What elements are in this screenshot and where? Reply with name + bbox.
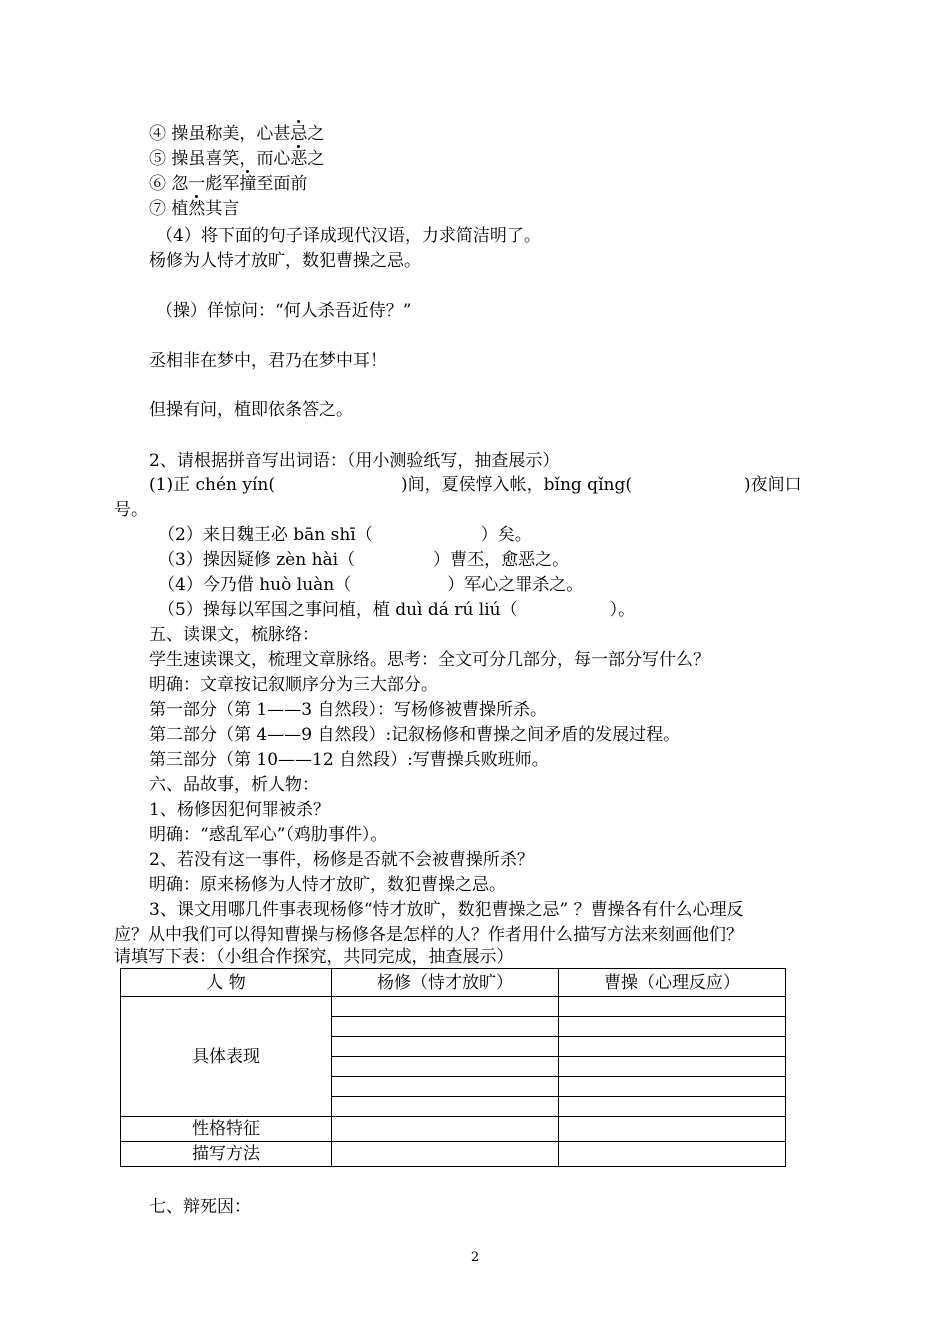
table-cell — [559, 1142, 786, 1167]
table-header: 杨修（恃才放旷） — [332, 969, 559, 997]
translate-sentence: （操）佯惊问：“何人杀吾近侍？” — [156, 301, 412, 321]
pinyin-item-4 — [158, 574, 583, 596]
table-cell — [559, 1057, 786, 1077]
table-cell — [559, 1117, 786, 1142]
table-row — [121, 997, 786, 1017]
section6-heading: 六、品故事，析人物： — [149, 775, 319, 795]
section6-line: 1、杨修因犯何罪被杀？ — [149, 800, 330, 820]
pinyin-text: ）矣。 — [480, 525, 532, 545]
translate-sentence: 杨修为人恃才放旷，数犯曹操之忌。 — [149, 251, 421, 271]
row-label: 具体表现 — [121, 997, 332, 1117]
table-header-row — [121, 969, 786, 997]
table-cell — [559, 1017, 786, 1037]
pinyin-text: （2）来日魏王必 bān shī（ — [158, 525, 373, 545]
table-cell — [332, 1142, 559, 1167]
section7-heading: 七、辩死因： — [149, 1197, 251, 1217]
section5-line: 学生速读课文，梳理文章脉络。思考：全文可分几部分，每一部分写什么？ — [149, 650, 710, 670]
analysis-table — [120, 968, 786, 1167]
table-cell — [332, 1117, 559, 1142]
table-cell — [332, 1077, 559, 1097]
section5-line: 第三部分（第 10——12 自然段）:写曹操兵败班师。 — [149, 750, 549, 770]
table-header: 人 物 — [121, 969, 332, 997]
vocab-text: 之 — [307, 149, 325, 169]
pinyin-item-2 — [158, 524, 532, 546]
pinyin-text: （5）操每以军国之事问植，植 duì dá rú liú（ — [158, 600, 518, 620]
section6-q3-line: 3、课文用哪几件事表现杨修“恃才放旷，数犯曹操之忌” ？曹操各有什么心理反 — [149, 900, 744, 920]
pinyin-text: ）曹丕，愈恶之。 — [433, 550, 570, 570]
pinyin-text: )夜间口 — [743, 475, 802, 495]
row-label: 性格特征 — [121, 1117, 332, 1142]
emphasized-char: 忌 — [290, 124, 308, 144]
section6-line: 明确：“惑乱军心”（鸡肋事件）。 — [149, 825, 388, 845]
table-cell — [559, 1077, 786, 1097]
table-cell — [559, 997, 786, 1017]
table-cell — [559, 1037, 786, 1057]
vocab-text: ⑤ 操虽喜笑，而心 — [149, 149, 291, 169]
section5-line: 明确：文章按记叙顺序分为三大部分。 — [149, 675, 438, 695]
translate-sentence: 但操有问，植即依条答之。 — [149, 400, 353, 420]
vocab-text: 其言 — [205, 199, 240, 219]
pinyin-text: （3）操因疑修 zèn hài（ — [158, 550, 356, 570]
section6-line: 2、若没有这一事件，杨修是否就不会被曹操所杀？ — [149, 850, 534, 870]
emphasized-char: 撞 — [239, 174, 257, 194]
pinyin-item-1-wrap: 号。 — [114, 500, 148, 520]
page-number: 2 — [470, 1250, 480, 1265]
pinyin-item-3 — [158, 549, 569, 571]
pinyin-item-1 — [149, 474, 802, 496]
table-row — [121, 1117, 786, 1142]
pinyin-instruction: 2、请根据拼音写出词语：（用小测验纸写，抽查展示） — [149, 451, 560, 471]
table-header: 曹操（心理反应） — [559, 969, 786, 997]
translate-sentence: 丞相非在梦中，君乃在梦中耳！ — [149, 351, 387, 371]
vocab-text: 至面前 — [256, 174, 308, 194]
emphasized-char: 然 — [188, 199, 206, 219]
translate-instruction: （4）将下面的句子译成现代汉语，力求简洁明了。 — [156, 226, 541, 246]
table-cell — [332, 1057, 559, 1077]
pinyin-text: (1)正 chén yín( — [149, 475, 275, 495]
section5-line: 第一部分（第 1——3 自然段）：写杨修被曹操所杀。 — [149, 700, 547, 720]
pinyin-text: （4）今乃借 huò luàn（ — [158, 575, 352, 595]
section5-heading: 五、读课文，梳脉络： — [149, 625, 319, 645]
section6-q3-line: 请填写下表：（小组合作探究，共同完成，抽查展示） — [114, 947, 514, 967]
vocab-item-6 — [149, 173, 307, 195]
section6-line: 明确：原来杨修为人恃才放旷，数犯曹操之忌。 — [149, 875, 506, 895]
table-row — [121, 1142, 786, 1167]
section5-line: 第二部分（第 4——9 自然段）:记叙杨修和曹操之间矛盾的发展过程。 — [149, 725, 681, 745]
vocab-text: ⑦ 植 — [149, 199, 189, 219]
table-cell — [332, 997, 559, 1017]
table-cell — [332, 1017, 559, 1037]
vocab-item-4 — [149, 123, 324, 145]
pinyin-item-5 — [158, 599, 635, 621]
vocab-text: 之 — [307, 124, 325, 144]
table-cell — [559, 1097, 786, 1117]
vocab-text: ④ 操虽称美，心甚 — [149, 124, 291, 144]
table-cell — [332, 1097, 559, 1117]
table-cell — [332, 1037, 559, 1057]
vocab-item-7 — [149, 198, 239, 220]
pinyin-text: ）。 — [609, 600, 636, 620]
row-label: 描写方法 — [121, 1142, 332, 1167]
pinyin-text: ）军心之罪杀之。 — [447, 575, 584, 595]
emphasized-char: 恶 — [290, 149, 308, 169]
vocab-text: ⑥ 忽一彪军 — [149, 174, 240, 194]
pinyin-text: )间，夏侯惇入帐，bǐng qǐng( — [401, 475, 632, 495]
vocab-item-5 — [149, 148, 324, 170]
section6-q3-line: 应？从中我们可以得知曹操与杨修各是怎样的人？作者用什么描写方法来刻画他们？ — [114, 925, 743, 945]
